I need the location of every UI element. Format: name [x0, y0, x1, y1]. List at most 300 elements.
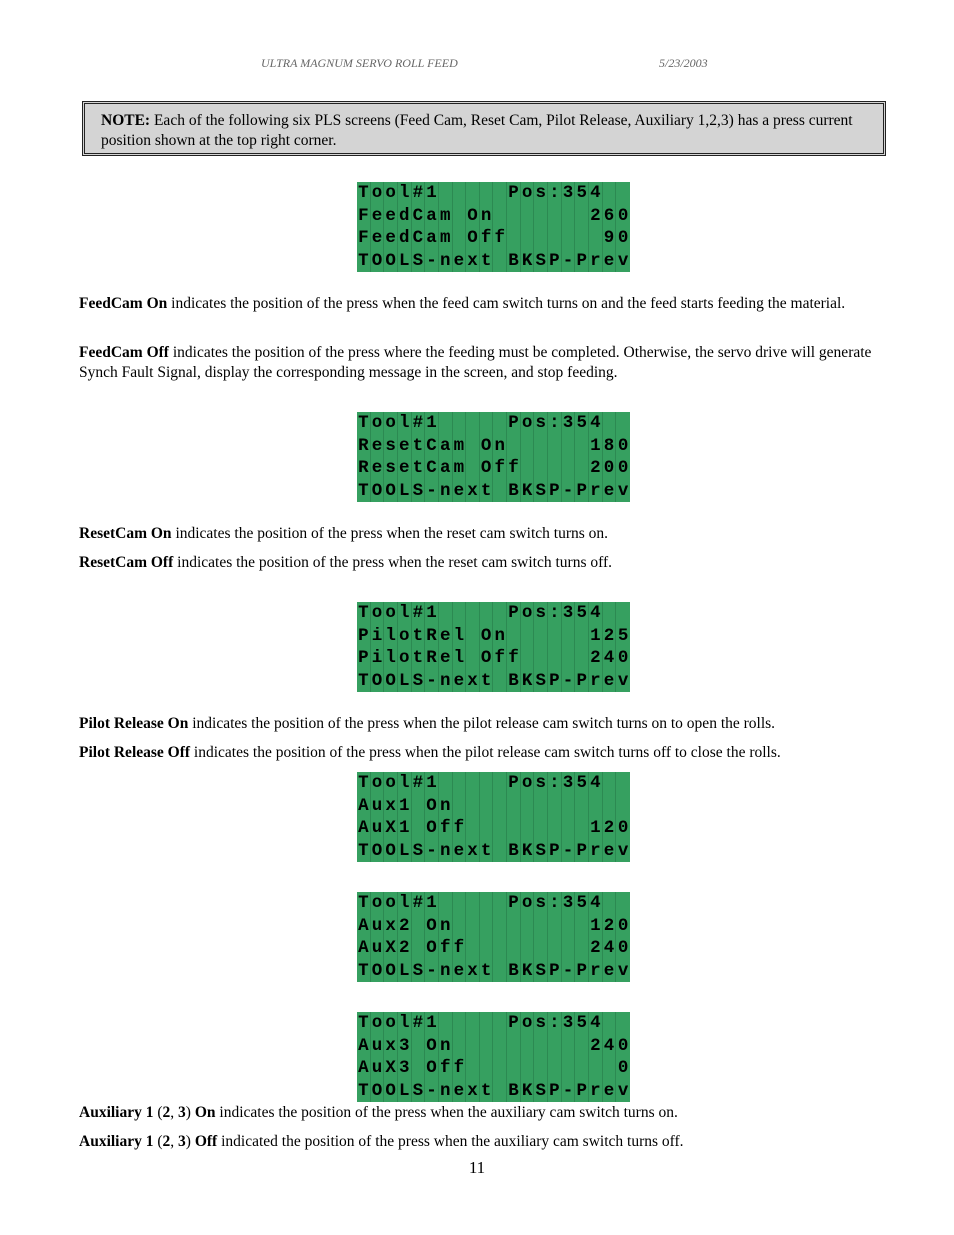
lcd-char: f [453, 817, 467, 840]
lcd-char: C [412, 227, 426, 250]
lcd-char [493, 602, 507, 625]
lcd-char: O [384, 480, 398, 503]
lcd-char: 4 [603, 1035, 617, 1058]
lcd-char [534, 205, 548, 228]
lcd-char [521, 937, 535, 960]
lcd-char: r [589, 960, 603, 983]
lcd-char: O [384, 960, 398, 983]
lcd-char [453, 915, 467, 938]
lcd-char [589, 227, 603, 250]
lcd-char: L [398, 670, 412, 693]
lcd-char: e [453, 670, 467, 693]
lcd-char: n [439, 250, 453, 273]
lcd-char [562, 647, 576, 670]
lcd-char: d [398, 205, 412, 228]
paragraph-aux-off [79, 1132, 909, 1152]
lcd-char: P [548, 1080, 562, 1103]
lcd-char: O [371, 250, 385, 273]
lcd-char [412, 915, 426, 938]
term-aux-off-7: Off [194, 1133, 218, 1150]
lcd-char [453, 1012, 467, 1035]
lcd-char [534, 647, 548, 670]
lcd-char: u [371, 915, 385, 938]
lcd-char [521, 647, 535, 670]
lcd-char [521, 1057, 535, 1080]
lcd-char: - [562, 250, 576, 273]
lcd-char: 3 [398, 1035, 412, 1058]
lcd-char: # [412, 182, 426, 205]
lcd-char: P [507, 602, 521, 625]
lcd-char [562, 1057, 576, 1080]
lcd-char: t [412, 625, 426, 648]
lcd-char [493, 915, 507, 938]
lcd-char: S [412, 670, 426, 693]
lcd-char: 4 [589, 772, 603, 795]
lcd-char [453, 795, 467, 818]
lcd-char: K [521, 250, 535, 273]
lcd-char: R [357, 435, 371, 458]
lcd-char: n [493, 435, 507, 458]
lcd-char: 2 [398, 937, 412, 960]
lcd-char [603, 892, 617, 915]
lcd-char: 5 [575, 772, 589, 795]
lcd-char: - [562, 840, 576, 863]
lcd-char [466, 1057, 480, 1080]
lcd-char: O [466, 205, 480, 228]
lcd-char [575, 625, 589, 648]
lcd-char [466, 435, 480, 458]
lcd-char: 3 [562, 1012, 576, 1035]
lcd-char [480, 795, 494, 818]
lcd-char: : [548, 412, 562, 435]
lcd-char: - [425, 670, 439, 693]
lcd-char: 3 [562, 182, 576, 205]
lcd-char [521, 227, 535, 250]
desc-aux-off: indicated the position of the press when the auxiliary cam switch turns off. [217, 1133, 684, 1150]
lcd-char: P [507, 772, 521, 795]
lcd-char: 4 [589, 412, 603, 435]
lcd-char [466, 817, 480, 840]
lcd-char: u [371, 1057, 385, 1080]
lcd-char: O [480, 625, 494, 648]
lcd-char: 1 [425, 772, 439, 795]
note-box [82, 101, 886, 156]
lcd-char: - [425, 250, 439, 273]
lcd-char [480, 1035, 494, 1058]
lcd-char [466, 772, 480, 795]
lcd-char [548, 647, 562, 670]
lcd-char [507, 205, 521, 228]
lcd-char [534, 1057, 548, 1080]
lcd-char: v [617, 1080, 629, 1101]
lcd-char: 5 [575, 412, 589, 435]
lcd-char [603, 412, 617, 435]
lcd-char: S [412, 250, 426, 273]
lcd-char [534, 227, 548, 250]
lcd-char: B [507, 670, 521, 693]
lcd-char [493, 670, 507, 693]
lcd-char: P [575, 670, 589, 693]
term-aux-off-5: 3 [178, 1133, 186, 1150]
lcd-char: a [425, 227, 439, 250]
lcd-char: 9 [603, 227, 617, 250]
paragraph-aux-on [79, 1103, 909, 1123]
lcd-char: o [371, 892, 385, 915]
lcd-char [412, 795, 426, 818]
lcd-char [507, 1035, 521, 1058]
lcd-char: O [384, 1080, 398, 1103]
lcd-char [548, 937, 562, 960]
lcd-char: v [617, 960, 629, 981]
lcd-char [493, 1012, 507, 1035]
lcd-char [466, 182, 480, 205]
lcd-char: e [603, 480, 617, 503]
lcd-char [575, 937, 589, 960]
lcd-char: 1 [425, 892, 439, 915]
lcd-char [521, 1035, 535, 1058]
lcd-char [575, 227, 589, 250]
lcd-char: 1 [425, 1012, 439, 1035]
lcd-char: m [453, 457, 467, 480]
lcd-char: # [412, 1012, 426, 1035]
lcd-char [507, 937, 521, 960]
lcd-char: 4 [603, 647, 617, 670]
lcd-char: u [371, 795, 385, 818]
lcd-char: O [371, 670, 385, 693]
lcd-char: 6 [603, 205, 617, 228]
lcd-char [548, 1057, 562, 1080]
lcd-char: T [357, 840, 371, 863]
lcd-char [575, 817, 589, 840]
paragraph-feedcam-on [79, 294, 909, 314]
lcd-char [616, 182, 630, 205]
lcd-char: u [371, 1035, 385, 1058]
lcd-char: o [521, 412, 535, 435]
lcd-char: x [384, 1035, 398, 1058]
lcd-char: O [425, 937, 439, 960]
lcd-char [507, 1057, 521, 1080]
lcd-char: f [439, 937, 453, 960]
lcd-char: r [589, 1080, 603, 1103]
lcd-char: T [357, 182, 371, 205]
lcd-char: B [507, 840, 521, 863]
lcd-char: 3 [562, 892, 576, 915]
running-header-title: ULTRA MAGNUM SERVO ROLL FEED [261, 56, 458, 70]
lcd-char: O [371, 960, 385, 983]
lcd-char: u [371, 817, 385, 840]
lcd-char: n [480, 205, 494, 228]
lcd-char [534, 937, 548, 960]
lcd-char [548, 227, 562, 250]
lcd-char: - [562, 1080, 576, 1103]
lcd-char: e [453, 480, 467, 503]
lcd-char: s [384, 457, 398, 480]
lcd-char: f [493, 647, 507, 670]
lcd-char: T [357, 892, 371, 915]
lcd-char [575, 795, 589, 818]
lcd-char: T [357, 250, 371, 273]
lcd-char [548, 205, 562, 228]
lcd-char: 0 [603, 457, 617, 480]
lcd-char: C [425, 457, 439, 480]
lcd-char [493, 480, 507, 503]
lcd-char: 0 [617, 818, 629, 838]
lcd-char: 5 [617, 625, 629, 646]
lcd-char [534, 795, 548, 818]
lcd-char [480, 817, 494, 840]
desc-aux-on: indicates the position of the press when the auxiliary cam switch turns on. [215, 1104, 678, 1121]
lcd-char: t [480, 250, 494, 273]
lcd-char: t [480, 1080, 494, 1103]
lcd-char: 4 [589, 892, 603, 915]
lcd-char [466, 602, 480, 625]
lcd-char: v [617, 480, 629, 501]
term-feedcam-on: FeedCam On [79, 295, 168, 312]
note-label: NOTE: [101, 112, 151, 129]
lcd-char: F [357, 227, 371, 250]
lcd-char: O [371, 1080, 385, 1103]
lcd-char: B [507, 960, 521, 983]
lcd-char: 2 [589, 647, 603, 670]
lcd-char [453, 602, 467, 625]
lcd-char [466, 1035, 480, 1058]
lcd-screen-aux3 [357, 1012, 630, 1102]
lcd-char: P [575, 960, 589, 983]
lcd-char: f [453, 1057, 467, 1080]
paragraph-resetcam-off [79, 553, 909, 573]
running-header-date: 5/23/2003 [659, 56, 708, 70]
lcd-char: e [439, 647, 453, 670]
lcd-char: : [548, 602, 562, 625]
lcd-char [589, 795, 603, 818]
lcd-char: s [534, 412, 548, 435]
lcd-char: F [357, 205, 371, 228]
lcd-char [575, 1035, 589, 1058]
term-aux-on-4: , [170, 1104, 179, 1121]
lcd-char: C [425, 435, 439, 458]
lcd-char [453, 772, 467, 795]
lcd-char [480, 915, 494, 938]
lcd-char: n [439, 1080, 453, 1103]
lcd-char: T [357, 772, 371, 795]
lcd-char: L [398, 960, 412, 983]
lcd-char [439, 182, 453, 205]
lcd-char: s [534, 602, 548, 625]
lcd-char: a [439, 435, 453, 458]
lcd-char: i [371, 625, 385, 648]
lcd-char: o [371, 772, 385, 795]
lcd-char: : [548, 772, 562, 795]
lcd-char: 4 [589, 1012, 603, 1035]
lcd-char: O [384, 840, 398, 863]
lcd-char [521, 817, 535, 840]
page-number: 11 [468, 1158, 486, 1177]
lcd-screen-pilotrel [357, 602, 630, 692]
lcd-char: l [384, 647, 398, 670]
lcd-char [534, 457, 548, 480]
lcd-char: - [425, 480, 439, 503]
lcd-char [493, 795, 507, 818]
lcd-char: 2 [603, 915, 617, 938]
lcd-char: 2 [398, 915, 412, 938]
lcd-char: 2 [589, 457, 603, 480]
lcd-char: R [357, 457, 371, 480]
lcd-char: 1 [425, 602, 439, 625]
lcd-char [616, 602, 630, 625]
desc-pilot-off: indicates the position of the press when the pilot release cam switch turns off to close the rolls. [190, 744, 781, 761]
lcd-char [507, 915, 521, 938]
lcd-char: 0 [617, 648, 629, 668]
lcd-char: O [480, 647, 494, 670]
lcd-char: A [357, 937, 371, 960]
lcd-char: o [384, 182, 398, 205]
lcd-char: f [493, 457, 507, 480]
lcd-char [603, 1012, 617, 1035]
lcd-char: x [466, 960, 480, 983]
lcd-char [493, 1057, 507, 1080]
lcd-char: o [371, 602, 385, 625]
lcd-char: O [425, 817, 439, 840]
lcd-char [534, 1035, 548, 1058]
lcd-char [562, 1035, 576, 1058]
lcd-char [439, 892, 453, 915]
lcd-char: L [398, 1080, 412, 1103]
lcd-char: X [384, 1057, 398, 1080]
lcd-char: r [589, 480, 603, 503]
lcd-char [603, 602, 617, 625]
lcd-char: n [439, 915, 453, 938]
lcd-char [534, 817, 548, 840]
lcd-char: r [589, 670, 603, 693]
desc-pilot-on: indicates the position of the press when the pilot release cam switch turns on to open the rolls. [188, 715, 776, 732]
lcd-char: e [603, 670, 617, 693]
lcd-char: e [453, 840, 467, 863]
lcd-char: T [357, 670, 371, 693]
lcd-char: x [466, 670, 480, 693]
lcd-char: - [425, 1080, 439, 1103]
lcd-char [589, 1057, 603, 1080]
paragraph-pilot-off [79, 743, 909, 763]
lcd-char [616, 892, 630, 915]
lcd-char: 3 [562, 772, 576, 795]
lcd-char: l [398, 182, 412, 205]
lcd-char: 8 [603, 435, 617, 458]
lcd-char: m [439, 205, 453, 228]
lcd-char: o [384, 892, 398, 915]
lcd-char [439, 412, 453, 435]
lcd-char: 0 [617, 458, 629, 478]
lcd-char [548, 795, 562, 818]
lcd-screen-feedcam [357, 182, 630, 272]
lcd-char: x [384, 795, 398, 818]
lcd-char: 4 [589, 602, 603, 625]
lcd-char: P [357, 625, 371, 648]
lcd-char [493, 960, 507, 983]
lcd-char [466, 937, 480, 960]
lcd-char: P [357, 647, 371, 670]
lcd-char [548, 1035, 562, 1058]
term-aux-off-3: 2 [162, 1133, 171, 1150]
lcd-char: s [534, 1012, 548, 1035]
term-aux-off-6: ) [185, 1133, 195, 1150]
lcd-char: o [398, 647, 412, 670]
lcd-char: S [534, 480, 548, 503]
lcd-char: o [371, 182, 385, 205]
lcd-char: 0 [617, 915, 629, 936]
lcd-char: e [453, 960, 467, 983]
lcd-char [603, 182, 617, 205]
lcd-char [507, 625, 521, 648]
lcd-char [466, 915, 480, 938]
lcd-char [548, 625, 562, 648]
desc-resetcam-on: indicates the position of the press when the reset cam switch turns on. [171, 525, 609, 542]
term-aux-on-7: On [194, 1104, 216, 1121]
lcd-char [493, 250, 507, 273]
lcd-char: O [384, 250, 398, 273]
lcd-char: X [384, 817, 398, 840]
lcd-char: o [384, 602, 398, 625]
lcd-char: n [439, 840, 453, 863]
lcd-char: v [617, 670, 629, 691]
lcd-char: O [384, 670, 398, 693]
lcd-char [493, 1035, 507, 1058]
lcd-char: P [575, 480, 589, 503]
lcd-char [575, 457, 589, 480]
lcd-char [616, 412, 630, 435]
lcd-char: l [398, 772, 412, 795]
lcd-char: d [398, 227, 412, 250]
lcd-char: 2 [603, 817, 617, 840]
lcd-char [521, 435, 535, 458]
lcd-char: S [534, 840, 548, 863]
lcd-char: e [603, 960, 617, 983]
lcd-char [493, 412, 507, 435]
lcd-char: 4 [603, 937, 617, 960]
term-aux-on-5: 3 [178, 1104, 186, 1121]
lcd-char [453, 227, 467, 250]
lcd-char: P [507, 1012, 521, 1035]
lcd-char: s [534, 772, 548, 795]
lcd-char [507, 795, 521, 818]
lcd-char: - [425, 840, 439, 863]
lcd-char: e [453, 250, 467, 273]
lcd-char: L [398, 250, 412, 273]
lcd-char: 5 [575, 892, 589, 915]
lcd-char: K [521, 960, 535, 983]
lcd-char [521, 795, 535, 818]
lcd-char: 0 [617, 1058, 629, 1078]
lcd-char [575, 435, 589, 458]
lcd-char: R [425, 647, 439, 670]
lcd-char: f [507, 457, 521, 480]
lcd-char: : [548, 1012, 562, 1035]
lcd-char [466, 412, 480, 435]
lcd-char [412, 817, 426, 840]
lcd-char: O [425, 1035, 439, 1058]
lcd-char: o [521, 182, 535, 205]
paragraph-pilot-on [79, 714, 909, 734]
lcd-char [480, 412, 494, 435]
lcd-char: l [398, 1012, 412, 1035]
lcd-char [412, 1057, 426, 1080]
lcd-char [480, 602, 494, 625]
lcd-char: e [371, 435, 385, 458]
lcd-char: B [507, 480, 521, 503]
lcd-char: e [371, 205, 385, 228]
lcd-char: P [548, 480, 562, 503]
lcd-char [534, 915, 548, 938]
lcd-char [453, 1035, 467, 1058]
